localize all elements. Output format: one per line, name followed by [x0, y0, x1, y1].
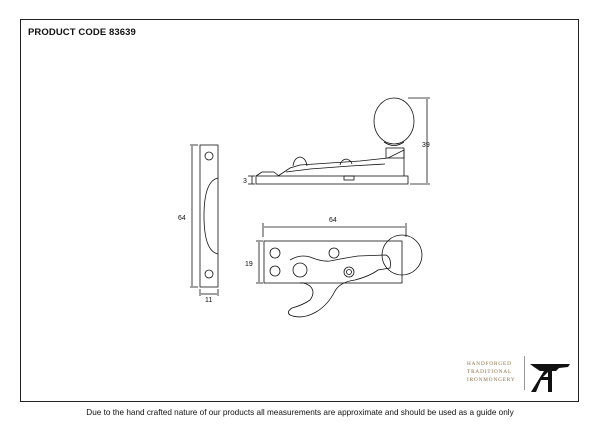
plan-base-plate — [264, 241, 402, 283]
plan-screw-hole-3 — [329, 248, 339, 258]
pivot-block — [344, 176, 354, 180]
keep-plate-view — [190, 145, 218, 296]
anvil-A-logo-icon — [530, 364, 570, 392]
keep-screw-hole-top — [205, 152, 213, 160]
base-plate — [256, 176, 408, 184]
knob-head — [374, 98, 414, 144]
pivot-screw-inner — [347, 270, 352, 275]
dim-plate-width: 11 — [205, 297, 213, 304]
dim-top-length: 64 — [329, 217, 337, 224]
plan-screw-hole-2 — [270, 266, 280, 276]
product-code: PRODUCT CODE 83639 — [28, 27, 136, 38]
disclaimer-text: Due to the hand crafted nature of our products all measurements are approximate and should be used as a guide only — [86, 408, 514, 417]
keep-plate-outline — [200, 145, 218, 287]
dim-side-base: 3 — [243, 178, 247, 185]
plan-view — [256, 223, 422, 317]
plan-screw-hole-1 — [270, 248, 280, 258]
side-elevation-view — [248, 98, 430, 184]
brand-line-3: IRONMONGERY — [467, 377, 516, 383]
keep-plate-recess — [204, 178, 218, 254]
brand-line-1: HANDFORGED — [467, 361, 512, 367]
knob-collar — [386, 148, 404, 158]
keep-screw-hole-bottom — [205, 270, 213, 278]
dim-plate-height: 64 — [178, 215, 186, 222]
pivot-screw-outer — [344, 267, 354, 277]
dim-top-height: 19 — [245, 261, 253, 268]
brand-divider — [524, 356, 525, 390]
dim-side-height: 39 — [422, 142, 430, 149]
pivot-boss — [293, 263, 307, 277]
brand-line-2: TRADITIONAL — [467, 369, 513, 375]
